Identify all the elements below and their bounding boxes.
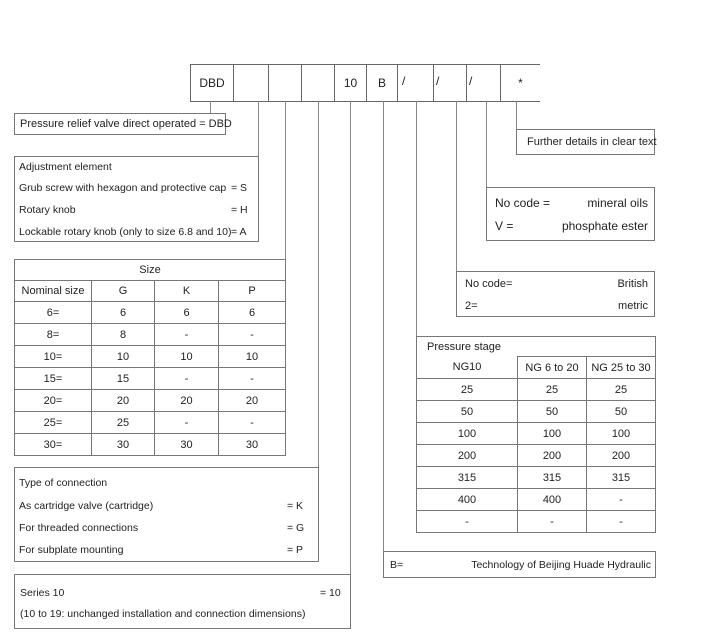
size-table <box>14 259 286 456</box>
table-row <box>417 379 656 401</box>
series-box <box>14 574 351 629</box>
table-row <box>15 368 286 390</box>
prv-box <box>14 113 232 135</box>
technology-desc: Technology of Beijing Huade Hydraulic <box>471 559 651 571</box>
fluid-box <box>486 187 655 241</box>
pressure-cell: - <box>587 511 656 533</box>
adjustment-code-1: = S <box>231 182 248 194</box>
table-row <box>417 467 656 489</box>
size-cell: 6 <box>92 302 155 324</box>
pressure-cell: 100 <box>587 423 656 445</box>
pressure-header-ng25-30: NG 25 to 30 <box>587 357 656 379</box>
code-slash-2: / <box>436 74 440 88</box>
connection-desc-2: For threaded connections <box>19 522 139 534</box>
pressure-cell: - <box>587 489 656 511</box>
adjustment-box <box>14 156 259 242</box>
fluid-desc-2: phosphate ester <box>561 219 648 233</box>
pressure-header-ng6-20: NG 6 to 20 <box>518 357 587 379</box>
fluid-code-1: No code = <box>495 196 551 210</box>
size-cell: 6 <box>219 302 286 324</box>
code-cell-5: 10 <box>334 64 367 102</box>
adjustment-code-3: = A <box>231 226 247 238</box>
size-cell: 30 <box>219 434 286 456</box>
size-cell: 10= <box>15 346 92 368</box>
connection-code-1: = K <box>287 500 304 512</box>
adjustment-desc-2: Rotary knob <box>19 204 76 216</box>
code-cell-6: B <box>366 64 398 102</box>
pressure-cell: 315 <box>417 467 518 489</box>
prv-text: Pressure relief valve direct operated = DBD <box>20 118 232 130</box>
size-cell: 10 <box>219 346 286 368</box>
pressure-cell: 315 <box>587 467 656 489</box>
table-row <box>15 302 286 324</box>
table-row <box>417 401 656 423</box>
table-row <box>417 511 656 533</box>
adjustment-code-2: = H <box>231 204 248 216</box>
pressure-cell: 25 <box>587 379 656 401</box>
adjustment-title: Adjustment element <box>19 161 112 173</box>
code-slash-1: / <box>402 74 406 88</box>
table-row <box>15 434 286 456</box>
size-cell: - <box>155 412 219 434</box>
pressure-header-ng10: NG10 <box>417 357 518 379</box>
size-cell: - <box>219 368 286 390</box>
code-cell-4 <box>301 64 335 102</box>
code-cell-3 <box>268 64 302 102</box>
pressure-cell: 200 <box>518 445 587 467</box>
pressure-cell: 315 <box>518 467 587 489</box>
code-slash-3: / <box>469 74 473 88</box>
series-code: = 10 <box>320 587 341 599</box>
size-cell: 6= <box>15 302 92 324</box>
size-header-g: G <box>92 281 155 302</box>
size-cell: 8= <box>15 324 92 346</box>
size-cell: 10 <box>92 346 155 368</box>
series-line-1: Series 10 <box>20 587 65 599</box>
size-cell: - <box>219 412 286 434</box>
size-cell: 30 <box>155 434 219 456</box>
pressure-cell: 50 <box>518 401 587 423</box>
table-row <box>417 423 656 445</box>
connection-desc-1: As cartridge valve (cartridge) <box>19 500 154 512</box>
size-cell: 15= <box>15 368 92 390</box>
pressure-cell: 25 <box>417 379 518 401</box>
fluid-code-2: V = <box>495 219 514 233</box>
pressure-cell: 200 <box>417 445 518 467</box>
pressure-cell: 50 <box>417 401 518 423</box>
size-cell: 20 <box>92 390 155 412</box>
table-row <box>417 489 656 511</box>
pressure-cell: 100 <box>518 423 587 445</box>
pressure-cell: 200 <box>587 445 656 467</box>
table-row <box>15 346 286 368</box>
thread-code-2: 2= <box>465 300 478 312</box>
pressure-cell: - <box>417 511 518 533</box>
pressure-cell: 400 <box>417 489 518 511</box>
size-cell: - <box>155 368 219 390</box>
size-title: Size <box>15 260 286 281</box>
further-details-box <box>516 129 655 155</box>
series-line-2: (10 to 19: unchanged installation and connection dimensions) <box>20 608 306 620</box>
adjustment-desc-3: Lockable rotary knob (only to size 6.8 and 10) <box>19 226 232 238</box>
pressure-cell: 50 <box>587 401 656 423</box>
size-cell: 20 <box>219 390 286 412</box>
technology-code: B= <box>390 559 404 571</box>
pressure-table <box>416 336 656 533</box>
connection-box <box>14 467 319 562</box>
size-header-k: K <box>155 281 219 302</box>
connection-code-3: = P <box>287 544 304 556</box>
pressure-title: Pressure stage <box>417 337 656 357</box>
table-row <box>15 412 286 434</box>
thread-desc-2: metric <box>618 300 648 312</box>
pressure-cell: 100 <box>417 423 518 445</box>
size-cell: - <box>155 324 219 346</box>
size-cell: 25 <box>92 412 155 434</box>
size-cell: 8 <box>92 324 155 346</box>
size-cell: 30= <box>15 434 92 456</box>
connection-desc-3: For subplate mounting <box>19 544 124 556</box>
code-cell-10: * <box>500 64 540 102</box>
further-details-text: Further details in clear text <box>527 136 657 148</box>
size-cell: 10 <box>155 346 219 368</box>
technology-box <box>383 551 656 578</box>
code-cell-2 <box>233 64 269 102</box>
adjustment-desc-1: Grub screw with hexagon and protective cap <box>19 182 227 194</box>
size-header-p: P <box>219 281 286 302</box>
fluid-desc-1: mineral oils <box>587 196 648 210</box>
connection-title: Type of connection <box>19 477 108 489</box>
table-row <box>417 445 656 467</box>
size-cell: 20= <box>15 390 92 412</box>
table-row <box>15 390 286 412</box>
connection-code-2: = G <box>287 522 305 534</box>
thread-box <box>456 271 655 317</box>
size-cell: 25= <box>15 412 92 434</box>
pressure-cell: - <box>518 511 587 533</box>
table-row <box>15 324 286 346</box>
size-cell: 6 <box>155 302 219 324</box>
thread-desc-1: British <box>617 278 648 290</box>
pressure-cell: 25 <box>518 379 587 401</box>
code-cell-1: DBD <box>190 64 234 102</box>
size-cell: 30 <box>92 434 155 456</box>
size-cell: 20 <box>155 390 219 412</box>
size-cell: - <box>219 324 286 346</box>
size-header-nominal: Nominal size <box>15 281 92 302</box>
pressure-cell: 400 <box>518 489 587 511</box>
thread-code-1: No code= <box>465 278 513 290</box>
size-cell: 15 <box>92 368 155 390</box>
